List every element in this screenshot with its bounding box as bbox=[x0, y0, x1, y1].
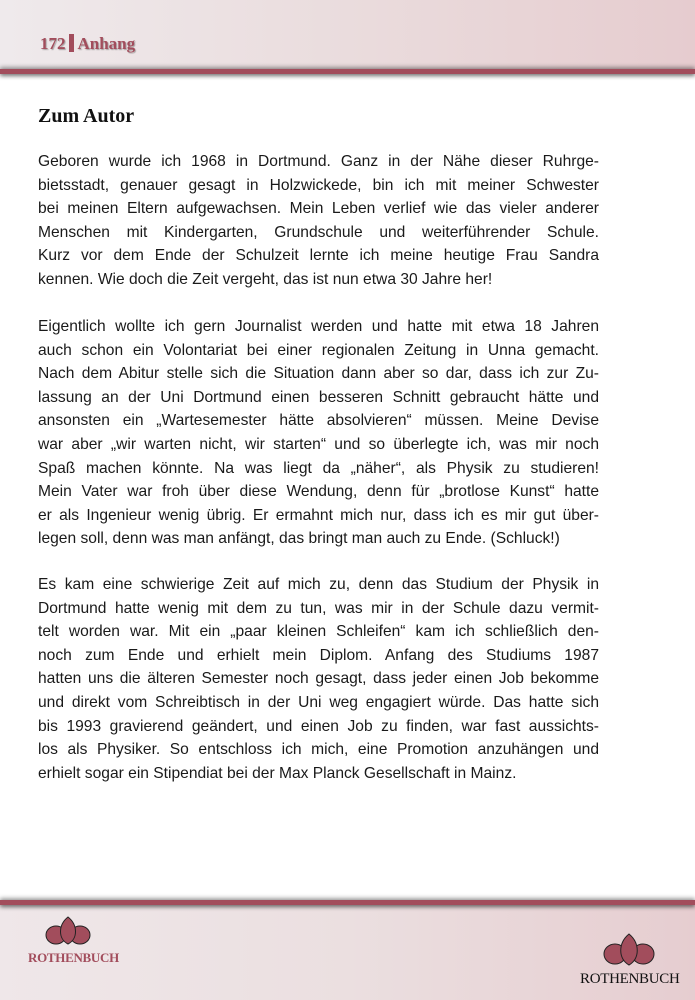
text-line: bietsstadt, genauer gesagt in Holzwickede, bin ich mit meiner Schwester bbox=[38, 176, 599, 194]
footer-rule bbox=[0, 900, 695, 905]
paragraph bbox=[38, 573, 599, 785]
logo-text: ROTHENBUCH bbox=[580, 971, 680, 987]
text-line: Eigentlich wollte ich gern Journalist werden und hatte mit etwa 18 Jahren bbox=[38, 318, 599, 335]
text-line: telt worden war. Mit ein „paar kleinen Schleifen“ kam ich schließlich den- bbox=[38, 623, 599, 641]
header-rule bbox=[0, 69, 695, 74]
running-head bbox=[40, 34, 135, 54]
text-line: er als Ingenieur wenig übrig. Er ermahnt mich nur, dass ich es mir gut über- bbox=[38, 506, 599, 524]
text-line: war aber „wir warten nicht, wir starten“ und so überlegte ich, was mir noch bbox=[38, 435, 599, 453]
paragraph bbox=[38, 315, 599, 551]
text-line: auch schon ein Volontariat bei einer regionalen Zeitung in Unna gemacht. bbox=[38, 341, 599, 359]
text-line: Nach dem Abitur stelle sich die Situation dann aber so dar, dass ich zur Zu- bbox=[38, 365, 599, 383]
leaf-icon bbox=[580, 932, 680, 966]
text-line: bis 1993 gravierend geändert, und einen Job zu finden, war fast aussichts- bbox=[38, 717, 599, 735]
section-name: Anhang bbox=[77, 34, 136, 53]
page-number: 172 bbox=[40, 34, 66, 53]
text-line: lassung an der Uni Dortmund einen besseren Schnitt gebraucht hätte und bbox=[38, 388, 599, 406]
publisher-logo-left bbox=[28, 915, 119, 966]
publisher-logo-right bbox=[580, 932, 680, 988]
text-line: kennen. Wie doch die Zeit vergeht, das ist nun etwa 30 Jahre her! bbox=[38, 270, 493, 288]
text-line: und direkt vom Schreibtisch in der Uni weg engagiert würde. Das hatte sich bbox=[38, 693, 599, 711]
text-line: Dortmund hatte wenig mit dem zu tun, was mir in der Schule dazu vermit- bbox=[38, 599, 599, 617]
text-line: erhielt sogar ein Stipendiat bei der Max Planck Gesellschaft in Mainz. bbox=[38, 764, 517, 782]
logo-text: ROTHENBUCH bbox=[28, 950, 119, 965]
page-title: Zum Autor bbox=[38, 105, 135, 127]
text-line: legen soll, denn was man anfängt, das bringt man auch zu Ende. (Schluck!) bbox=[38, 530, 560, 548]
text-line: Geboren wurde ich 1968 in Dortmund. Ganz in der Nähe dieser Ruhrge- bbox=[38, 153, 599, 170]
text-line: Menschen mit Kindergarten, Grundschule und weiterführender Schule. bbox=[38, 223, 599, 241]
text-line: bei meinen Eltern aufgewachsen. Mein Leben verlief wie das vieler anderer bbox=[38, 200, 599, 218]
paragraph bbox=[38, 150, 599, 292]
text-line: Spaß machen könnte. Na was liegt da „näher“, als Physik zu studieren! bbox=[38, 459, 599, 477]
text-line: Mein Vater war froh über diese Wendung, denn für „brotlose Kunst“ hatte bbox=[38, 483, 599, 501]
text-line: noch zum Ende und erhielt mein Diplom. Anfang des Studiums 1987 bbox=[38, 646, 599, 664]
separator-bar bbox=[69, 34, 74, 52]
text-line: Es kam eine schwierige Zeit auf mich zu, denn das Studium der Physik in bbox=[38, 576, 599, 593]
page-header bbox=[0, 0, 695, 70]
text-line: ansonsten ein „Wartesemester hätte absolvieren“ müssen. Meine Devise bbox=[38, 412, 599, 430]
text-line: los als Physiker. So entschloss ich mich, eine Promotion anzuhängen und bbox=[38, 741, 599, 759]
text-line: hatten uns die älteren Semester noch gesagt, dass jeder einen Job bekomme bbox=[38, 670, 599, 688]
text-line: Kurz vor dem Ende der Schulzeit lernte ich meine heutige Frau Sandra bbox=[38, 247, 599, 265]
leaf-icon bbox=[28, 915, 108, 945]
